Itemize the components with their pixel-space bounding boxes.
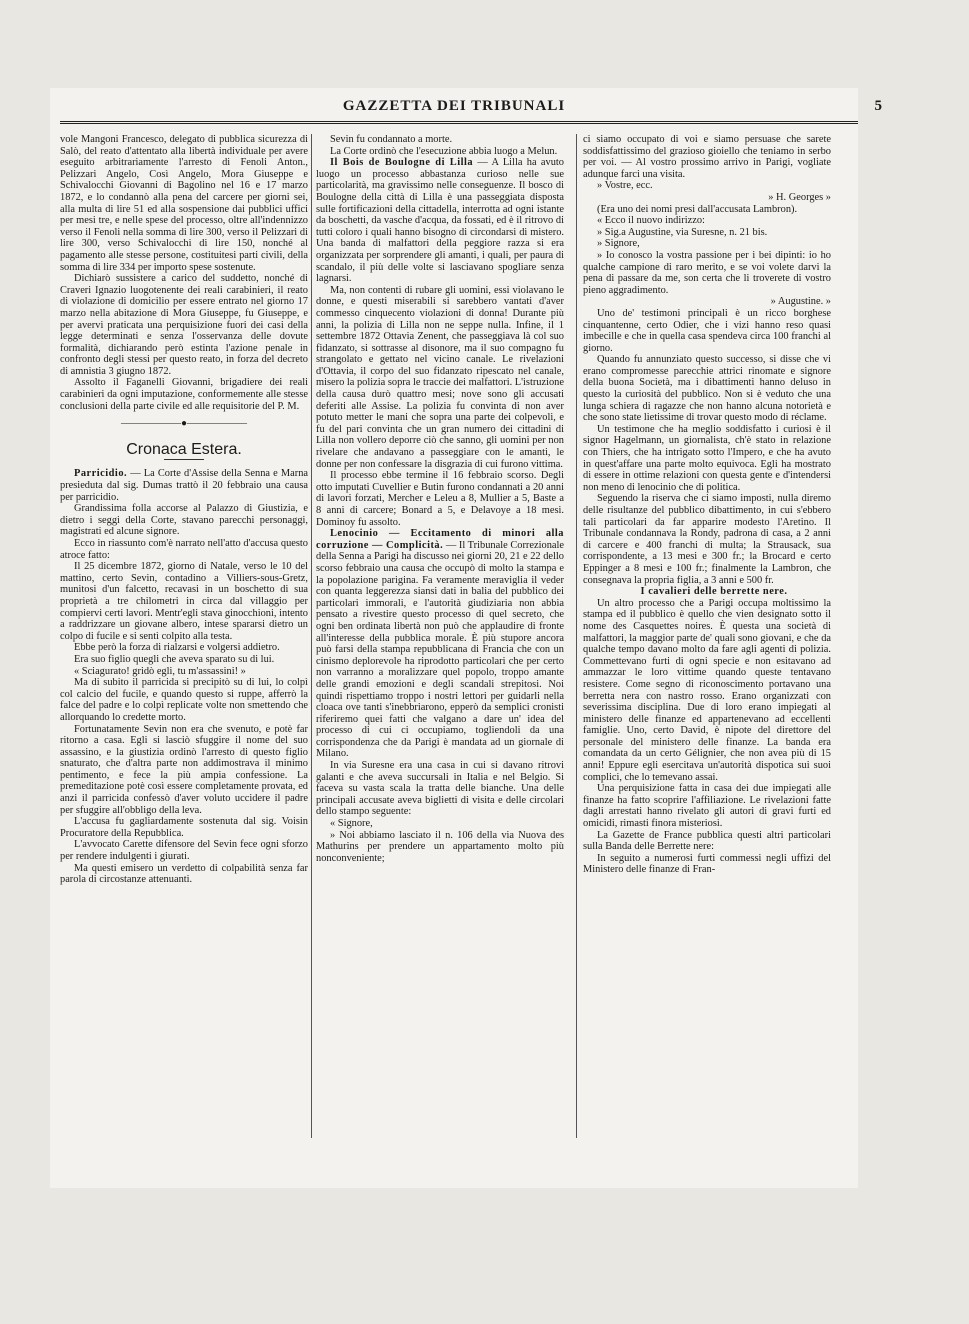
page-header	[50, 88, 882, 128]
paragraph-text: — A Lilla ha avuto luogo un processo abbastanza curioso nelle sue particolarità, ma gravissimo nelle conseguenze. Il bosco di Boulogne della città di Lilla è una passeggiata disposta sulle fortificazioni della cittadella, interrotta ad ogni istante da boschetti, da vasche d'acqua, da fossati, ed è il ritrovo di tutti coloro i quali hanno bisogno di circondarsi di mistero. Una banda di malfattori della peggiore razza si era organizzata per sorprendere gli amanti, i quali, per paura di scandalo, il più delle volte si lasciavano spogliare senza lagnarsi.	[316, 157, 565, 285]
paragraph: La Gazette de France pubblica questi altri particolari sulla Banda delle Berrette nere:	[583, 829, 831, 853]
paragraph: vole Mangoni Francesco, delegato di pubblica sicurezza di Salò, del reato d'attentato alla libertà individuale per avere eseguito arbitrariamente l'arresto di Fenoli Anton., Pelizzari Angelo, Così Angelo, Mora Giuseppe e Schivalocchi Giovanni di Bagolino nel 16 e 17 marzo 1872, e lo condannò alla pena del carcere per giorni sei, alla multa di lire 51 ed alla sospensione dai pubblici uffici per mesi tre, e nelle spese del processo, oltre all'indennizzo verso il Fenoli nella somma di lire 300, verso il Pelizzari di lire 300, verso Schivalocchi di lire 150, nonché al pagamento alle stesse persone, costituitesi parti civili, della somma di lire 334 per importo spese sostenute.	[60, 134, 308, 273]
rubric: Il Bois de Boulogne di Lilla	[330, 157, 474, 169]
column-2	[316, 134, 564, 864]
column-1	[60, 134, 308, 886]
paragraph: Il 25 dicembre 1872, giorno di Natale, verso le 10 del mattino, certo Sevin, contadino a Villiers-sous-Gretz, munitosi d'un falcetto, recavasi in un boschetto di sua proprietà a tre chilometri in circa dal villaggio per compiervi certi lavori. Mentr'egli stava ginocchioni, intento a raddrizzare un giovane albero, intese spararsi dietro un colpo di fucile e si sentì colpito alla testa.	[60, 561, 308, 642]
paragraph: In via Suresne era una casa in cui si davano ritrovi galanti e che aveva succursali in Italia e nel Belgio. Si faceva su vasta scala la tratta delle bianche. Una delle principali accusate aveva biglietti di visita e delle circolari dello stampo seguente:	[316, 760, 564, 818]
title-rule	[164, 459, 204, 460]
paragraph: Un testimone che ha meglio soddisfatto i curiosi è il signor Hagelmann, un giornalista, ch'è stato in relazione con Thiers, che ha intrigato sotto l'Impero, e che ha avuto in quest'affare una parte molto equivoca. Egli ha mostrato di essere in ottime relazioni con questa gente e d'intendersi non meno di lenocinio che di politica.	[583, 423, 831, 493]
paragraph-text: — Il Tribunale Correzionale della Senna a Parigi ha discusso nei giorni 20, 21 e 22 dello scorso febbraio una causa che occupò di molto la stampa e la popolazione parigina. Fa veramente meraviglia il veder con quanta leggerezza siansi dati in balia del pubblico dei particolari immorali, e l'autorità giudiziaria non abbia pensato a rivestire questo processo di quel secreto, che ogni ben ordinata libertà non può che applaudire di fronte all'interesse della pubblica morale. È più stupore ancora può farsi della stampa repubblicana di Francia che con un cinismo deplorevole ha riprodotto particolari che per certo non varranno a moralizzare quel popolo, troppo amante delle grandi emozioni e degli scandali strepitosi. Noi quindi rispettiamo troppo i nostri lettori per guidarli nella cloaca ove tanti s'inebbriarono, epperò da semplici cronisti riferiremo quei fatti che valgano a dare un' idea del processo di cui ci occupiamo, togliendoli da una corrispondenza che da Parigi è mandata ad un giornale di Milano.	[316, 539, 564, 760]
paragraph: Ecco in riassunto com'è narrato nell'atto d'accusa questo atroce fatto:	[60, 538, 308, 561]
paragraph: Ebbe però la forza di rialzarsi e volgersi addietro.	[74, 642, 280, 654]
paragraph: Il processo ebbe termine il 16 febbraio scorso. Degli otto imputati Cuvellier e Butin furono condannati a 20 anni di lavori forzati, Mercher e Leleu a 8, Mullier a 5, Baste a 8 anni di carcere; Bonard a 5, e Delavoye a 18 mesi. Dominoy fu assolto.	[316, 470, 564, 528]
rubric: Lenocinio — Eccitamento di minori alla corruzione — Complicità.	[316, 528, 564, 551]
signature: » Augustine. »	[770, 296, 831, 308]
paragraph	[316, 528, 564, 760]
header-rule	[60, 121, 858, 124]
paragraph	[60, 468, 308, 503]
paragraph: Ma, non contenti di rubare gli uomini, essi violavano le donne, e questi miserabili si sarebbero vantati d'aver commesso cinquecento violazioni di donna! Durante più anni, la polizia di Lilla non ne seppe nulla. Infine, il 1 settembre 1872 Ottavia Zenent, che passeggiava là col suo fidanzato, si sottrasse al disonore, ma il suo compagno fu strangolato e gettato nel vicino canale. Le rivelazioni d'Ottavia, il corpo del suo fidanzato ripescato nel canale, misero la polizia sopra le traccie dei malfattori. L'istruzione della causa durò quattro mesi; nove sono gli accusati deferiti alle Assise. La polizia fu convinta di non aver potuto metter le mani che sopra una parte dei colpevoli, e fu del pari convinta che un gran numero dei cittadini di Lilla non vollero deporre ciò che sanno, gli uomini per non rivelare che andavano a passeggiare con le amanti, le donne per non confessare la disgrazia di cui furono vittima.	[316, 284, 564, 470]
paragraph: Sevin fu condannato a morte.	[330, 134, 453, 145]
paragraph	[583, 586, 831, 598]
paragraph: » Signore,	[597, 238, 640, 250]
paragraph: Ma di subito il parricida si precipitò su di lui, lo colpì col calcio del fucile, e quando questo si ruppe, afferrò la falce del padre e lo colpì replicate volte non smettendo che allorquando lo credette morto.	[60, 677, 308, 723]
paragraph: L'avvocato Carette difensore del Sevin fece ogni sforzo per rendere indulgenti i giurati.	[60, 839, 308, 863]
paragraph: In seguito a numerosi furti commessi negli uffizi del Ministero delle finanze di Fran-	[583, 852, 831, 876]
paragraph: Dichiarò sussistere a carico del suddetto, nonché di Craveri Ignazio luogotenente dei reali carabinieri, il reato di violazione di domicilio per essere entrato nel giorno 17 marzo nella abitazione di Mora Giuseppe, fu Giuseppe, e per avervi praticata una perquisizione fuori dei casi della legge determinati e senza l'osservanza delle dovute formalità, dichiarando però estinta l'azione penale in confronto degli stessi per questo reato, in forza del decreto di amnistia 3 giugno 1872.	[60, 273, 308, 377]
paragraph: » Vostre, ecc.	[597, 180, 653, 192]
rubric: Parricidio.	[74, 468, 128, 480]
paragraph-text: — La Corte d'Assise della Senna e Marna presieduta dal sig. Dumas trattò il 20 febbraio una causa per parricidio.	[60, 468, 308, 503]
paragraph: « Ecco il nuovo indirizzo:	[597, 215, 705, 227]
rubric: I cavalieri delle berrette nere.	[640, 586, 788, 598]
paragraph: « Signore,	[330, 818, 373, 830]
paragraph: Seguendo la riserva che ci siamo imposti, nulla diremo delle risultanze del pubblico dibattimento, in cui s'ebbero tali particolari da far apparire modesto l'Aretino. Il Tribunale condannava la Rondy, padrona di casa, a 2 anni di carcere e 400 franchi di multa; la Strausack, sua corrispondente, a 13 mesi e 300 fr.; la Brocard e certo Eppinger a 8 mesi e 100 fr.; finalmente la Lambron, che consegnava la propria figlia, a 3 anni e 500 fr.	[583, 493, 831, 586]
paragraph: » Sig.a Augustine, via Suresne, n. 21 bis.	[597, 226, 768, 238]
newspaper-page	[50, 88, 882, 1188]
paragraph: Ma questi emisero un verdetto di colpabilità senza far parola di circostanze attenuanti.	[60, 862, 308, 886]
paragraph: Fortunatamente Sevin non era che svenuto, e potè far ritorno a casa. Egli si lasciò sfuggire il nome del suo assassino, e la giustizia ordinò l'arresto di questo figlio snaturato, che d'altra parte non addimostrava il minimo pentimento, e fece la più ampia confessione. La premeditazione potè così essere completamente provata, ed anzi il parricida confessò d'aver voluto uccidere il padre per sfuggire all'obbligo della leva.	[60, 723, 308, 816]
paragraph: « Sciagurato! gridò egli, tu m'assassini! »	[74, 665, 246, 677]
paragraph: » Noi abbiamo lasciato il n. 106 della via Nuova des Mathurins per prendere un appartamento molto più nonconveniente;	[316, 829, 564, 864]
signature: » H. Georges »	[768, 191, 831, 203]
column-3	[583, 134, 831, 876]
paragraph: La Corte ordinò che l'esecuzione abbia luogo a Melun.	[330, 145, 558, 157]
paragraph: Quando fu annunziato questo successo, si disse che vi erano compromesse parecchie attrici rinomate e signore della buona Società, ma i dibattimenti hanno deluso in questo la curiosità del pubblico. Non si è veduto che una lunga schiera di ragazze che non hanno alcuna notorietà e che sono state lietissime di trovar questo modo di réclame.	[583, 354, 831, 424]
paragraph: Era suo figlio quegli che aveva sparato su di lui.	[74, 653, 275, 665]
paragraph: Un altro processo che a Parigi occupa moltissimo la stampa ed il pubblico è quello che vien designato sotto il nome des Casquettes noires. È questa una società di malfattori, la maggior parte de' quali sono giovani, e che da qualche tempo davano molto da fare agli agenti di polizia. Commettevano furti di ogni specie e non esitavano ad ammazzar le loro vittime quando queste tentavano resistere. Come segno di riconoscimento portavano una berretta nera con nastro rosso. Erano organizzati con severissima disciplina. Due di loro erano impiegati al ministero delle finanze ed appartenevano ad eccellenti famiglie. Uno, certo David, è nipote del direttore del personale del ministero delle finanze. La banda era comandata da un certo Gélignier, che non avea più di 15 anni! Eppure egli esercitava un'autorità dispotica sui suoi complici, che lo temevano assai.	[583, 597, 831, 783]
column-divider	[576, 134, 577, 1138]
paragraph	[316, 157, 564, 285]
paragraph: » Io conosco la vostra passione per i bei dipinti: io ho qualche campione di raro merito, e se voi volete darvi la pena di passare da me, son certa che li troverete di vostro pieno aggradimento.	[583, 249, 831, 296]
section-divider	[60, 418, 308, 430]
paragraph: Grandissima folla accorse al Palazzo di Giustizia, e dietro i seggi della Corte, stavano parecchi personaggi, magistrati ed alcune signore.	[60, 503, 308, 538]
page-number: 5	[874, 98, 882, 114]
masthead-title: GAZZETTA DEI TRIBUNALI	[342, 98, 566, 114]
column-divider	[311, 134, 312, 1138]
paragraph: L'accusa fu gagliardamente sostenuta dal sig. Voisin Procuratore della Repubblica.	[60, 816, 308, 839]
paragraph: Uno de' testimoni principali è un ricco borghese cinquantenne, certo Odier, che i vizi hanno reso quasi imbecille e che in quella casa spendeva circa 100 franchi al giorno.	[583, 307, 831, 354]
paragraph: ci siamo occupato di voi e siamo persuase che sarete soddisfattissimo del grazioso gioiello che teniamo in serbo per voi. — Al vostro prossimo arrivo in Parigi, vogliate adunque farci una visita.	[583, 134, 831, 180]
paragraph: (Era uno dei nomi presi dall'accusata Lambron).	[597, 203, 798, 215]
section-title: Cronaca Estera.	[126, 440, 242, 458]
paragraph: Assolto il Faganelli Giovanni, brigadiere dei reali carabinieri da ogni imputazione, conformemente alle stesse conclusioni della parte civile ed alle requisitorie del P. M.	[60, 377, 308, 412]
paragraph: Una perquisizione fatta in casa dei due impiegati alle finanze ha fatto scoprire l'affiliazione. Le rivelazioni fatte dagli arrestati hanno rivelato gli autori di gravi furti ed omicidi, rimasti finora misteriosi.	[583, 783, 831, 830]
